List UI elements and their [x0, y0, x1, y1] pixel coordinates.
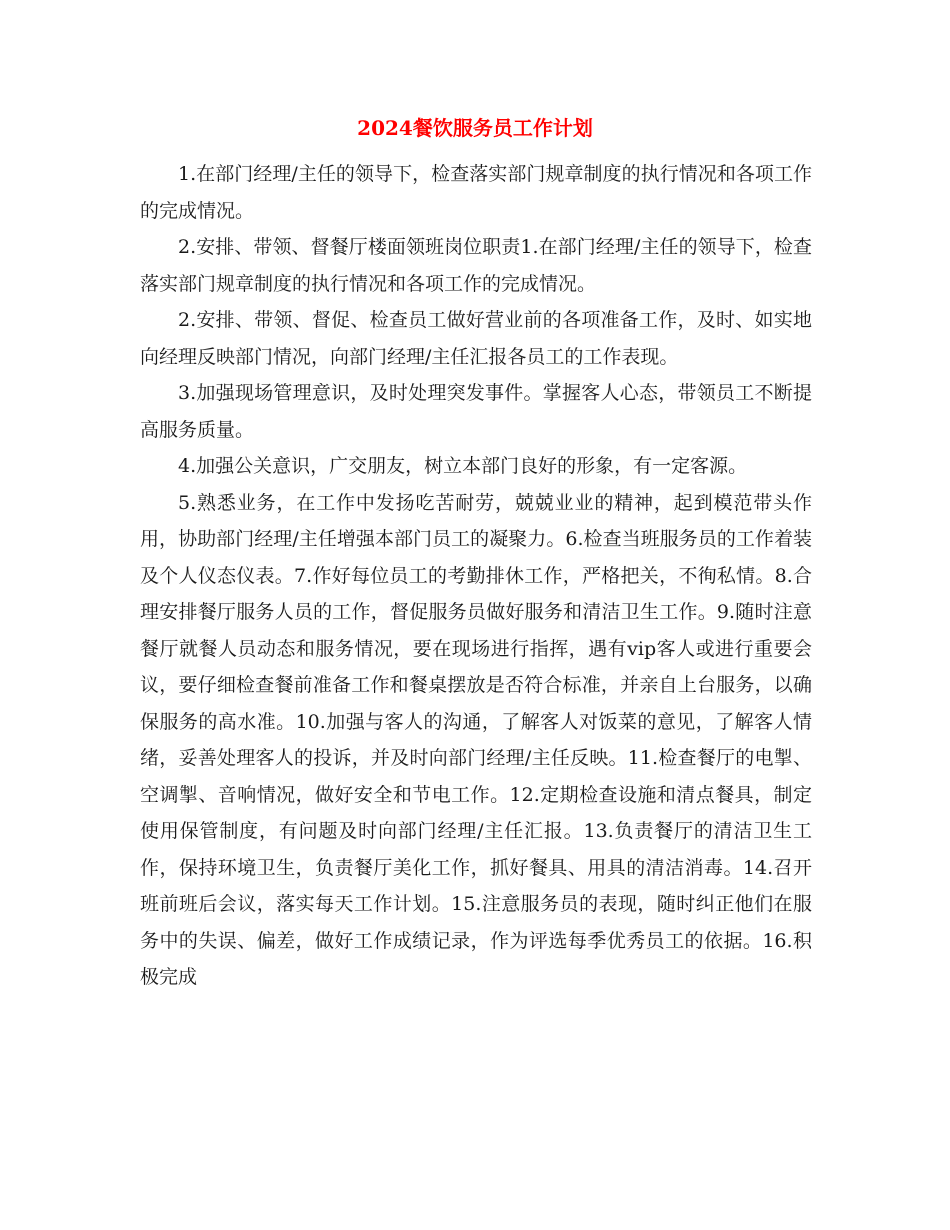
document-body: [140, 156, 812, 996]
paragraph-3: 2.安排、带领、督促、检查员工做好营业前的各项准备工作，及时、如实地向经理反映部门情况，向部门经理/主任汇报各员工的工作表现。: [140, 309, 812, 368]
paragraph-5: 4.加强公关意识，广交朋友，树立本部门良好的形象，有一定客源。: [178, 455, 748, 477]
paragraph-1: 1.在部门经理/主任的领导下，检查落实部门规章制度的执行情况和各项工作的完成情况。: [140, 163, 812, 222]
paragraph-2: 2.安排、带领、督餐厅楼面领班岗位职责1.在部门经理/主任的领导下，检查落实部门规章制度的执行情况和各项工作的完成情况。: [140, 236, 812, 295]
paragraph-4: 3.加强现场管理意识，及时处理突发事件。掌握客人心态，带领员工不断提高服务质量。: [140, 382, 812, 441]
document-title: 2024餐饮服务员工作计划: [357, 116, 593, 140]
paragraph-6: 5.熟悉业务，在工作中发扬吃苦耐劳，兢兢业业的精神，起到模范带头作用，协助部门经理/主任增强本部门员工的凝聚力。6.检查当班服务员的工作着装及个人仪态仪表。7.作好每位员工的考勤排休工作，严格把关，不徇私情。8.合理安排餐厅服务人员的工作，督促服务员做好服务和清洁卫生工作。9.随时注意餐厅就餐人员动态和服务情况，要在现场进行指挥，遇有vip客人或进行重要会议，要仔细检查餐前准备工作和餐桌摆放是否符合标准，并亲自上台服务，以确保服务的高水准。10.加强与客人的沟通，了解客人对饭菜的意见，了解客人情绪，妥善处理客人的投诉，并及时向部门经理/主任反映。11.检查餐厅的电掣、空调掣、音响情况，做好安全和节电工作。12.定期检查设施和清点餐具，制定使用保管制度，有问题及时向部门经理/主任汇报。13.负责餐厅的清洁卫生工作，保持环境卫生，负责餐厅美化工作，抓好餐具、用具的清洁消毒。14.召开班前班后会议，落实每天工作计划。15.注意服务员的表现，随时纠正他们在服务中的失误、偏差，做好工作成绩记录，作为评选每季优秀员工的依据。16.积极完成: [140, 491, 812, 988]
